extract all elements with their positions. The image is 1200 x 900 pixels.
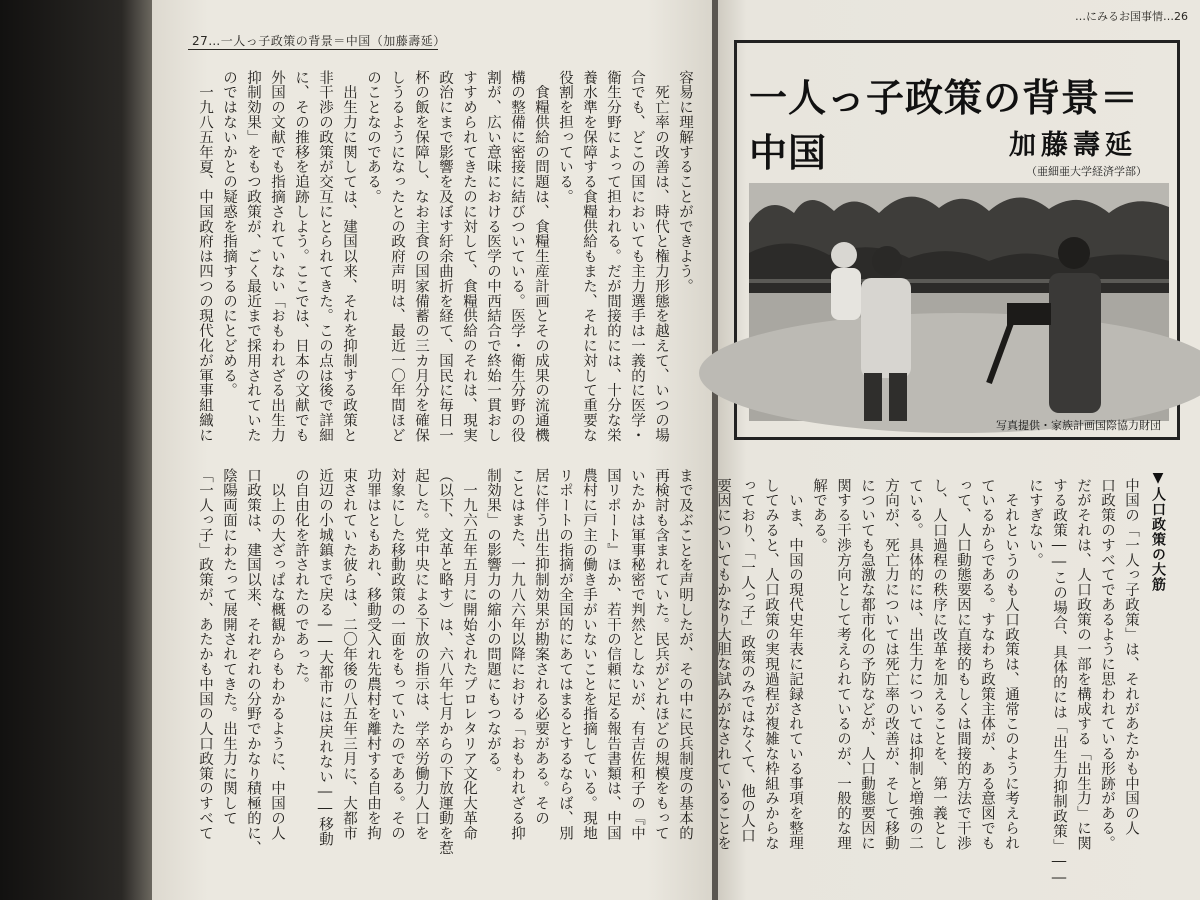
text-column: いま、中国の現代史年表に記録されている事項を整理 bbox=[787, 478, 803, 851]
text-column: 陰陽両面にわたって展開されてきた。出生力に関して bbox=[221, 468, 237, 826]
text-column: ことはまた、一九八六年以降における「おもわれざる抑 bbox=[509, 468, 525, 841]
text-column: 外国の文献でも指摘されていない「おもわれざる出生力 bbox=[269, 70, 285, 443]
text-column: 構の整備に密接に結びついている。医学・衛生分野の役 bbox=[509, 70, 525, 443]
text-column: 方向が、死亡力については死亡率の改善が、そして移動 bbox=[883, 478, 899, 851]
article-photo bbox=[749, 183, 1169, 421]
left-page-header: 27…一人っ子政策の背景＝中国（加藤壽延） bbox=[192, 34, 446, 48]
text-column: 容易に理解することができよう。 bbox=[677, 70, 693, 294]
text-column: 対象にした移動政策の一面をもっていたのである。その bbox=[389, 468, 405, 841]
article-title: 一人っ子政策の背景＝中国 bbox=[749, 76, 1140, 175]
text-column: まで及ぶことを声明したが、その中に民兵制度の基本的 bbox=[677, 468, 693, 841]
section-heading: ▼人口政策の大筋 bbox=[1150, 470, 1166, 592]
text-column: 起した。党中央による下放の指示は、学卒労働力人口を bbox=[413, 468, 429, 841]
text-column: の自由化を許されたのであった。 bbox=[293, 468, 309, 692]
text-column: 合でも、どこの国においても主力選手は一義的に医学・ bbox=[629, 70, 645, 443]
text-column: 関する干渉方向として考えられているのが、一般的な理 bbox=[835, 478, 851, 851]
text-column: してみると、人口政策の実現過程が複雑な枠組みからな bbox=[763, 478, 779, 851]
text-column: しうるようになったとの政府声明は、最近一〇年間ほど bbox=[389, 70, 405, 443]
text-column: いたかは軍事秘密で判然としないが、有吉佐和子の『中 bbox=[629, 468, 645, 841]
right-page-header: …にみるお国事情…26 bbox=[1075, 10, 1188, 23]
photo-credit: 写真提供・家族計画国際協力財団 bbox=[996, 419, 1161, 432]
text-column: 割が、広い意味における医学の中西結合で終始一貫おし bbox=[485, 70, 501, 443]
text-column: っており、「一人っ子」政策のみではなくて、他の人口 bbox=[739, 478, 755, 844]
text-column: 居に伴う出生抑制効果が勘案される必要がある。その bbox=[533, 468, 549, 826]
text-column: ている。具体的には、出生力については抑制と増強の二 bbox=[907, 478, 923, 851]
text-column: リポートの指摘が全国的にあてはまるとするならば、別 bbox=[557, 468, 573, 841]
text-column: 養水準を保障する食糧供給もまた、それに対して重要な bbox=[581, 70, 597, 443]
header-rule bbox=[188, 49, 438, 50]
text-column: って、人口動態要因に直接的もしくは間接的方法で干渉 bbox=[955, 478, 971, 851]
text-column: 口政策のすべてであるように思われている形跡がある。 bbox=[1099, 478, 1115, 851]
text-column: 死亡率の改善は、時代と権力形態を越えて、いつの場 bbox=[653, 70, 669, 443]
text-column: についても急激な都市化の予防などが、人口動態要因に bbox=[859, 478, 875, 851]
text-column: に、その推移を追跡しよう。ここでは、日本の文献でも bbox=[293, 70, 309, 443]
text-column: 制効果」の影響力の縮小の問題にもつながる。 bbox=[485, 468, 501, 781]
text-column: 束されていた彼らは、二〇年後の八五年三月に、大都市 bbox=[341, 468, 357, 841]
text-column: 農村に戸主の働き手がいないことを指摘している。現地 bbox=[581, 468, 597, 841]
text-column: する政策――この場合、具体的には「出生力抑制政策」―― bbox=[1051, 478, 1067, 887]
text-column: 口政策は、建国以来、それぞれの分野でかなり積極的に、 bbox=[245, 468, 261, 856]
left-page bbox=[152, 0, 715, 900]
text-column: 抑制効果」をもつ政策が、ごく最近まで採用されていた bbox=[245, 70, 261, 443]
author-affiliation: （亜細亜大学経済学部） bbox=[1026, 165, 1147, 178]
text-column: 衛生分野によって担われる。だが間接的には、十分な栄 bbox=[605, 70, 621, 443]
text-column: 食糧供給の問題は、食糧生産計画とその成果の流通機 bbox=[533, 70, 549, 443]
text-column: 再検討も含まれていた。民兵がどれほどの規模をもって bbox=[653, 468, 669, 841]
text-column: 近辺の小城鎮まで戻る――大都市には戻れない――移動 bbox=[317, 468, 333, 847]
text-column: だがそれは、人口政策の一部を構成する「出生力」に関 bbox=[1075, 478, 1091, 851]
text-column: のではないかとの疑惑を指摘するのにとどめる。 bbox=[221, 70, 237, 398]
text-column: 「一人っ子」政策が、あたかも中国の人口政策のすべて bbox=[197, 468, 213, 841]
text-column: 以上の大ざっぱな概観からもわかるように、中国の人 bbox=[269, 468, 285, 841]
text-column: にすぎない。 bbox=[1027, 478, 1043, 568]
text-column: 一九六五年五月に開始されたプロレタリア文化大革命 bbox=[461, 468, 477, 841]
text-column: 杯の飯を保障し、なお主食の国家備蓄の三カ月分を確保 bbox=[413, 70, 429, 443]
text-column: 非干渉の政策が交互にとられてきた。この点は後で詳細 bbox=[317, 70, 333, 443]
text-column: 国リポート』ほか、若干の信頼に足る報告書類は、中国 bbox=[605, 468, 621, 841]
text-column: 出生力に関しては、建国以来、それを抑制する政策と bbox=[341, 70, 357, 443]
right-page bbox=[715, 0, 1200, 900]
photo-illustration bbox=[749, 183, 1169, 421]
text-column: 解である。 bbox=[811, 478, 827, 553]
text-column: 一九八五年夏、中国政府は四つの現代化が軍事組織に bbox=[197, 70, 213, 443]
text-column: 功罪はともあれ、移動受入れ先農村を離村する自由を拘 bbox=[365, 468, 381, 841]
text-column: （以下、文革と略す）は、六八年七月からの下放運動を惹 bbox=[437, 468, 453, 856]
author-name: 加藤壽延 bbox=[1009, 130, 1137, 161]
text-column: ているからである。すなわち政策主体が、ある意図でも bbox=[979, 478, 995, 851]
title-box bbox=[734, 40, 1180, 440]
text-column: それというのも人口政策は、通常このように考えられ bbox=[1003, 478, 1019, 851]
text-column: し、人口過程の秩序に改革を加えることを、第一義とし bbox=[931, 478, 947, 851]
text-column: 中国の「一人っ子政策」は、それがあたかも中国の人 bbox=[1123, 478, 1139, 836]
text-column: 政治にまで影響を及ぼす紆余曲折を経て、国民に毎日一 bbox=[437, 70, 453, 443]
text-column: のことなのである。 bbox=[365, 70, 381, 205]
text-column: 要因についてもかなり大胆な試みがなされていることを bbox=[715, 478, 731, 851]
left-edge-shadow bbox=[0, 0, 152, 900]
text-column: 役割を担っている。 bbox=[557, 70, 573, 205]
text-column: すすめられてきたのに対して、食糧供給のそれは、現実 bbox=[461, 70, 477, 443]
